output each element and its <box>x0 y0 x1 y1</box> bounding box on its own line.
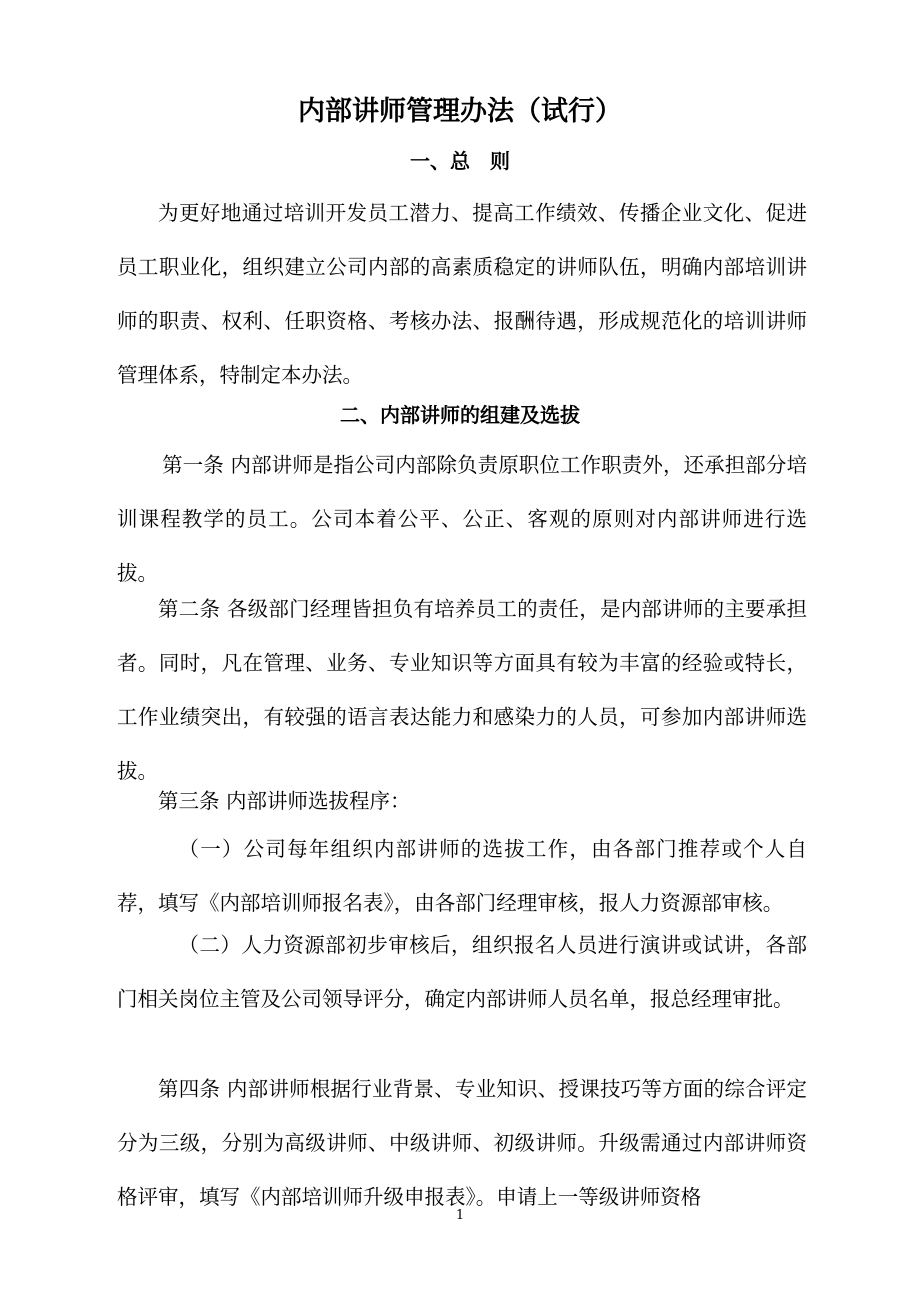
article-1: 第一条 内部讲师是指公司内部除负责原职位工作职责外，还承担部分培训课程教学的员工。公司本着公平、公正、客观的原则对内部讲师进行选拔。 <box>117 453 807 585</box>
section-heading-general: 一、总 则 <box>410 149 510 173</box>
document-title: 内部讲师管理办法（试行） <box>298 96 622 127</box>
section-heading-formation: 二、内部讲师的组建及选拔 <box>340 403 580 427</box>
article-3-item-1: （一）公司每年组织内部讲师的选拔工作，由各部门推荐或个人自荐，填写《内部培训师报名表》，由各部门经理审核，报人力资源部审核。 <box>117 837 807 915</box>
article-3-item-2: （二）人力资源部初步审核后，组织报名人员进行演讲或试讲，各部门相关岗位主管及公司领导评分，确定内部讲师人员名单，报总经理审批。 <box>117 933 807 1011</box>
page-number: 1 <box>455 1208 465 1223</box>
article-4: 第四条 内部讲师根据行业背景、专业知识、授课技巧等方面的综合评定分为三级，分别为高级讲师、中级讲师、初级讲师。升级需通过内部讲师资格评审，填写《内部培训师升级申报表》。申请上一等级讲师资格 <box>117 1077 807 1209</box>
paragraph-general-purpose: 为更好地通过培训开发员工潜力、提高工作绩效、传播企业文化、促进员工职业化，组织建立公司内部的高素质稳定的讲师队伍，明确内部培训讲师的职责、权利、任职资格、考核办法、报酬待遇，形成规范化的培训讲师管理体系，特制定本办法。 <box>117 201 807 387</box>
article-2: 第二条 各级部门经理皆担负有培养员工的责任，是内部讲师的主要承担者。同时，凡在管理、业务、专业知识等方面具有较为丰富的经验或特长，工作业绩突出，有较强的语言表达能力和感染力的人员，可参加内部讲师选拔。 <box>117 597 807 783</box>
article-3: 第三条 内部讲师选拔程序： <box>158 789 411 813</box>
